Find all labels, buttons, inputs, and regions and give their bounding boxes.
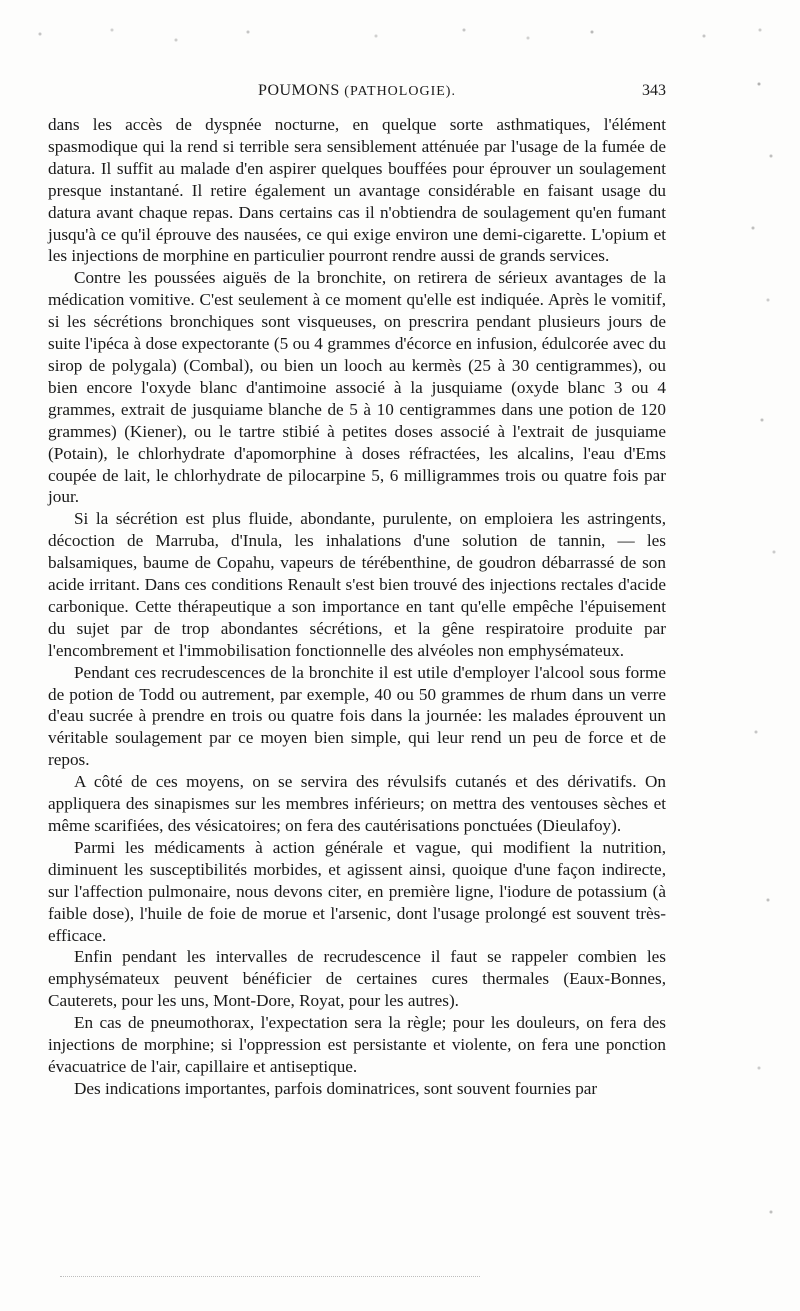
scan-noise-right-margin [735, 60, 795, 1260]
body-text [48, 114, 666, 1100]
paragraph: Parmi les médicaments à action générale et vague, qui modifient la nutrition, diminuent les susceptibilités morbides, et agissent ainsi, quoique d'une façon indirecte, sur l'affection pulmonaire, nous devons citer, en première ligne, l'iodure de potassium (à faible dose), l'huile de foie de morue et l'arsenic, dont l'usage prolongé est souvent très-efficace. [48, 837, 666, 945]
paragraph: A côté de ces moyens, on se servira des révulsifs cutanés et des dérivatifs. On appliquera des sinapismes sur les membres inférieurs; on mettra des ventouses sèches et même scarifiées, des vésicatoires; on fera des cautérisations ponctuées (Dieulafoy). [48, 772, 666, 835]
paragraph: Des indications importantes, parfois dominatrices, sont souvent fournies par [74, 1078, 598, 1098]
running-head-subtitle: (PATHOLOGIE). [344, 84, 456, 99]
paragraph: Si la sécrétion est plus fluide, abondante, purulente, on emploiera les astringents, décoction de Marruba, d'Inula, les inhalations d'une solution de tannin, — les balsamiques, baume de Copahu, vapeurs de térébenthine, de goudron débarrassé de son acide irritant. Dans ces conditions Renault s'est bien trouvé des injections rectales d'acide carbonique. Cette thérapeutique a son importance en tant qu'elle empêche l'épuisement du sujet par de trop abondantes sécrétions, et la gêne respiratoire produite par l'encombrement et l'immobilisation fonctionnelle des alvéoles non emphysémateux. [48, 509, 666, 660]
paragraph: Contre les poussées aiguës de la bronchite, on retirera de sérieux avantages de la médication vomitive. C'est seulement à ce moment qu'elle est indiquée. Après le vomitif, si les sécrétions bronchiques sont visqueuses, on prescrira pendant plusieurs jours de suite l'ipéca à dose expectorante (5 ou 4 grammes d'écorce en infusion, édulcorée avec du sirop de polygala) (Combal), ou bien un looch au kermès (25 à 30 centigrammes), ou bien encore l'oxyde blanc d'antimoine associé à la jusquiame (oxyde blanc 3 ou 4 grammes, extrait de jusquiame blanche de 5 à 10 centigrammes dans une potion de 120 grammes) (Kiener), ou le tartre stibié à petites doses associé à l'extrait de jusquiame (Potain), le chlorhydrate d'apomorphine à doses réfractées, les alcalins, l'eau d'Ems coupée de lait, le chlorhydrate de pilocarpine 5, 6 milligrammes trois ou quatre fois par jour. [48, 268, 666, 507]
paragraph: dans les accès de dyspnée nocturne, en quelque sorte asthmatiques, l'élément spasmodique qui la rend si terrible sera sensiblement atténuée par l'usage de la fumée de datura. Il suffit au malade d'en aspirer quelques bouffées pour éprouver un soulagement presque instantané. Il retire également un avantage considérable en faisant usage du datura avant chaque repas. Dans certains cas il n'obtiendra de soulagement qu'en fumant jusqu'à ce qu'il éprouve des nausées, ce qui exige environ une demi-cigarette. L'opium et les injections de morphine en particulier pourront rendre aussi de grands services. [48, 115, 666, 266]
scan-noise-top [0, 18, 800, 58]
running-head-title [48, 82, 666, 100]
scan-noise-bottom [60, 1276, 480, 1281]
paragraph: Enfin pendant les intervalles de recrudescence il faut se rappeler combien les emphysémateux peuvent bénéficier de certaines cures thermales (Eaux-Bonnes, Cauterets, pour les uns, Mont-Dore, Royat, pour les autres). [48, 947, 666, 1011]
running-head-main: POUMONS [258, 82, 340, 99]
running-head [48, 82, 666, 108]
page-number: 343 [642, 82, 666, 99]
paragraph: Pendant ces recrudescences de la bronchite il est utile d'employer l'alcool sous forme de potion de Todd ou autrement, par exemple, 40 ou 50 grammes de rhum dans un verre d'eau sucrée à prendre en trois ou quatre fois dans la journée: les malades éprouvent un véritable soulagement par ce moyen bien simple, qui leur rend un peu de force et de repos. [48, 662, 666, 770]
paragraph: En cas de pneumothorax, l'expectation sera la règle; pour les douleurs, on fera des injections de morphine; si l'oppression est persistante et violente, on fera une ponction évacuatrice de l'air, capillaire et antiseptique. [48, 1013, 666, 1076]
